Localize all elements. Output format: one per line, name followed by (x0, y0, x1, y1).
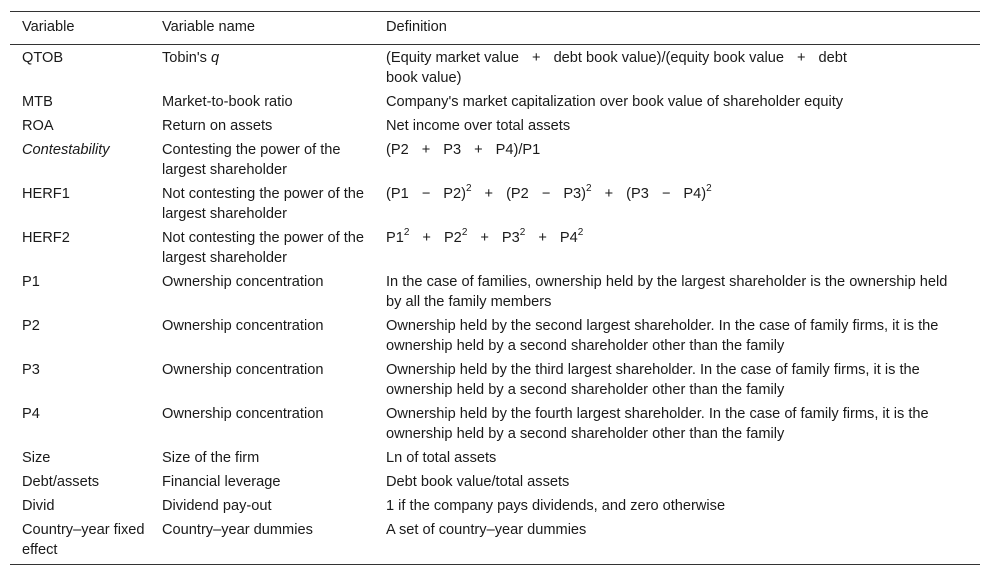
cell-variable: Country–year fixed effect (22, 522, 145, 558)
cell-name: Return on assets (162, 118, 273, 134)
table-row (10, 270, 980, 314)
cell-variable: P2 (22, 318, 40, 334)
table-row (10, 446, 980, 470)
cell-definition: Debt book value/total assets (386, 474, 570, 490)
cell-name: Country–year dummies (162, 522, 313, 538)
cell-variable: QTOB (22, 50, 64, 66)
cell-name: Not contesting the power of the largest shareholder (162, 186, 365, 222)
variables-table (10, 11, 980, 565)
table-row (10, 518, 980, 565)
cell-definition: In the case of families, ownership held by the largest shareholder is the ownership held by all the family members (386, 274, 948, 310)
cell-definition: 1 if the company pays dividends, and zero otherwise (386, 498, 726, 514)
cell-definition (374, 138, 980, 182)
table-row (10, 114, 980, 138)
cell-variable: ROA (22, 118, 54, 134)
cell-name: Not contesting the power of the largest shareholder (162, 230, 365, 266)
cell-name: Size of the firm (162, 450, 260, 466)
cell-variable: HERF2 (22, 230, 70, 246)
header-variable-name: Variable name (150, 12, 374, 45)
cell-name: Ownership concentration (162, 318, 324, 334)
table-row (10, 182, 980, 226)
contest-formula: (P2 + P3 + P4)/P1 (386, 142, 541, 158)
table-row (10, 90, 980, 114)
herf2-formula: $P1^2 + P2^2 + P3^2 + P4^2$ (386, 227, 584, 246)
table-row (10, 45, 980, 91)
cell-variable: Divid (22, 498, 55, 514)
cell-name: Dividend pay-out (162, 498, 272, 514)
cell-variable: Size (22, 450, 51, 466)
table-row (10, 494, 980, 518)
cell-variable: P4 (22, 406, 40, 422)
cell-definition (374, 182, 980, 226)
table-row (10, 138, 980, 182)
cell-variable: P1 (22, 274, 40, 290)
cell-name: Ownership concentration (162, 362, 324, 378)
cell-definition (374, 45, 980, 91)
header-definition: Definition (374, 12, 980, 45)
name-italic: q (211, 50, 220, 66)
cell-name: Contesting the power of the largest shareholder (162, 142, 341, 178)
cell-definition: Net income over total assets (386, 118, 571, 134)
cell-name: Financial leverage (162, 474, 281, 490)
cell-variable: P3 (22, 362, 40, 378)
cell-definition: Company's market capitalization over book value of shareholder equity (386, 94, 844, 110)
cell-name: Ownership concentration (162, 274, 324, 290)
table-row (10, 358, 980, 402)
cell-name (150, 45, 374, 91)
cell-variable: HERF1 (22, 186, 70, 202)
table-row (10, 226, 980, 270)
cell-definition: Ownership held by the second largest shareholder. In the case of family firms, it is the ownership held by a second shareholder other than the family (386, 318, 939, 354)
cell-definition: Ln of total assets (386, 450, 497, 466)
header-row (10, 12, 980, 45)
cell-name: Ownership concentration (162, 406, 324, 422)
cell-variable: Contestability (22, 142, 110, 158)
cell-definition (374, 226, 980, 270)
cell-variable: Debt/assets (22, 474, 100, 490)
header-variable: Variable (10, 12, 150, 45)
cell-definition: Ownership held by the third largest shareholder. In the case of family firms, it is the ownership held by a second shareholder other than the family (386, 362, 920, 398)
herf1-formula: $(P1 - P2)^2 + (P2 - P3)^2 + (P3 - P4)^2$ (386, 183, 712, 202)
cell-definition: Ownership held by the fourth largest shareholder. In the case of family firms, it is the ownership held by a second shareholder other than the family (386, 406, 929, 442)
table-row (10, 402, 980, 446)
table-row (10, 470, 980, 494)
qtob-formula: (Equity market value + debt book value)/(equity book value + debt book value) (386, 50, 847, 86)
cell-variable: MTB (22, 94, 53, 110)
cell-name: Market-to-book ratio (162, 94, 293, 110)
table-row (10, 314, 980, 358)
cell-definition: A set of country–year dummies (386, 522, 587, 538)
name-text: Tobin's (162, 50, 212, 66)
